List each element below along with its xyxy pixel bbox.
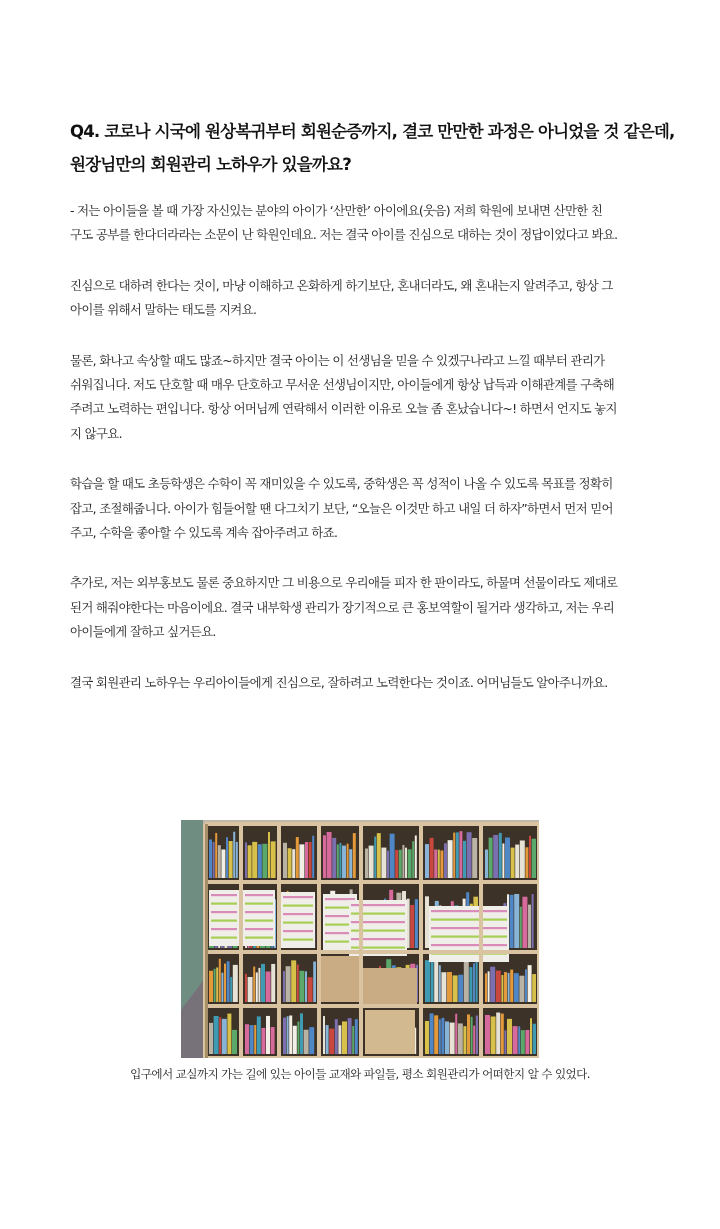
- book-spine: [510, 970, 513, 1002]
- book-spine: [434, 959, 438, 1002]
- drawer-stripe: [283, 939, 313, 941]
- book-spine: [515, 845, 519, 878]
- book-spine: [430, 1013, 434, 1054]
- book-spine: [501, 975, 503, 1002]
- book-spine: [250, 1025, 254, 1054]
- book-spine: [434, 849, 437, 878]
- book-spine: [245, 1024, 249, 1054]
- book-spine: [224, 964, 226, 1002]
- book-spine: [293, 1026, 297, 1054]
- book-spine: [485, 973, 487, 1002]
- book-spine: [312, 836, 314, 878]
- book-spine: [353, 833, 356, 878]
- book-spine: [459, 831, 462, 878]
- book-spine: [522, 897, 527, 948]
- book-spine: [444, 843, 447, 878]
- book-spine: [256, 972, 258, 1002]
- book-spine: [261, 964, 265, 1002]
- book-spine: [410, 905, 414, 948]
- book-spine: [266, 972, 271, 1002]
- book-spine: [286, 966, 291, 1002]
- book-spine: [463, 1026, 466, 1054]
- paragraph-line: 결국 회원관리 노하우는 우리아이들에게 진심으로, 잘하려고 노력한다는 것이죠. 어머님들도 알아주니까요.: [70, 674, 608, 690]
- book-spine: [253, 967, 255, 1002]
- book-spine: [387, 851, 389, 878]
- book-spine: [381, 848, 386, 878]
- drawer-stripe: [245, 928, 273, 930]
- book-spine: [304, 1030, 309, 1054]
- book-spine: [313, 962, 316, 1002]
- shelf-divider: [239, 824, 243, 1058]
- book-spine: [525, 969, 527, 1002]
- paragraph-line: 된거 해줘야한다는 마음이에요. 결국 내부학생 관리가 장기적으로 큰 홍보역할이 될거라 생각하고, 저는 우리: [70, 599, 615, 615]
- book-spine: [214, 1016, 219, 1054]
- shelf-board: [205, 1056, 539, 1058]
- drawer-stripe: [431, 944, 507, 946]
- book-spine: [425, 844, 429, 878]
- answer-paragraph-3: [70, 349, 680, 447]
- shelf-divider: [277, 824, 281, 1058]
- book-spine: [491, 1016, 496, 1054]
- shelf-edge: [205, 824, 208, 1058]
- book-spine: [430, 838, 434, 878]
- book-spine: [528, 905, 531, 948]
- paragraph-line: 쉬워집니다. 저도 단호할 때 매우 단호하고 무서운 선생님이지만, 아이들에게 항상 납득과 이해관계를 구축해: [70, 377, 615, 393]
- book-spine: [514, 973, 519, 1002]
- book-spine: [473, 1026, 475, 1054]
- book-spine: [412, 841, 414, 878]
- book-spine: [374, 836, 376, 878]
- paragraph-line: 주려고 노력하는 편입니다. 항상 어머님께 연락해서 이러한 이유로 오늘 좀 혼났습니다~! 하면서 언지도 놓지: [70, 401, 617, 417]
- drawer-stripe: [211, 920, 237, 922]
- book-spine: [455, 1014, 457, 1054]
- book-spine: [490, 967, 495, 1002]
- book-spine: [216, 967, 218, 1002]
- book-spine: [463, 841, 466, 878]
- paragraph-line: 물론, 화나고 속상할 때도 많죠~하지만 결국 아이는 이 선생님을 믿을 수 있겠구나라고 느낄 때부터 관리가: [70, 352, 605, 368]
- drawer-stripe: [211, 928, 237, 930]
- book-spine: [407, 899, 410, 948]
- drawer-stripe: [283, 922, 313, 924]
- book-spine: [352, 1026, 354, 1054]
- book-spine: [525, 847, 528, 878]
- book-spine: [489, 838, 493, 878]
- book-spine: [445, 1021, 449, 1054]
- paragraph-line: 아이들에게 잘하고 싶거든요.: [70, 624, 216, 640]
- drawer-stripe: [431, 910, 507, 912]
- book-spine: [520, 907, 522, 948]
- book-spine: [415, 899, 418, 948]
- book-spine: [377, 833, 381, 878]
- drawer-stripe: [245, 894, 273, 896]
- book-spine: [493, 835, 498, 878]
- drawer-stripe: [245, 920, 273, 922]
- book-spine: [520, 840, 525, 878]
- photo-figure: [0, 820, 720, 1083]
- shelf-board: [205, 822, 539, 826]
- book-spine: [300, 1013, 303, 1054]
- book-spine: [305, 971, 307, 1002]
- book-spine: [425, 896, 429, 948]
- book-spine: [456, 832, 459, 878]
- paragraph-line: 진심으로 대하려 한다는 것이, 마냥 이해하고 온화하게 하기보단, 혼내더라도, 왜 혼내는지 알려주고, 항상 그: [70, 277, 613, 293]
- book-spine: [431, 961, 434, 1002]
- answer-body: [70, 199, 680, 695]
- book-spine: [458, 1023, 463, 1054]
- drawer-stripe: [211, 894, 237, 896]
- book-spine: [305, 842, 308, 878]
- drawer-stripe: [211, 937, 237, 939]
- shelf-board: [205, 1004, 539, 1008]
- book-spine: [485, 849, 488, 878]
- book-spine: [261, 1028, 265, 1054]
- drawer-stripe: [283, 930, 313, 932]
- book-spine: [440, 850, 443, 878]
- book-spine: [233, 965, 238, 1002]
- book-spine: [213, 842, 215, 878]
- book-spine: [476, 1016, 478, 1054]
- drawer-stripe: [431, 927, 507, 929]
- book-spine: [271, 964, 275, 1002]
- book-spine: [297, 965, 299, 1002]
- book-spine: [434, 1015, 438, 1054]
- book-spine: [227, 961, 230, 1002]
- book-spine: [209, 971, 213, 1002]
- book-spine: [297, 1022, 299, 1054]
- book-spine: [521, 1030, 525, 1054]
- book-spine: [450, 1023, 455, 1054]
- book-spine: [513, 1026, 518, 1054]
- book-spine: [292, 849, 295, 878]
- question-line: 원장님만의 회원관리 노하우가 있을까요?: [70, 155, 351, 174]
- book-spine: [287, 1016, 289, 1054]
- book-spine: [283, 843, 287, 878]
- storage-box: [365, 1010, 415, 1054]
- book-spine: [222, 1019, 227, 1054]
- drawer-stripe: [283, 905, 313, 907]
- book-spine: [308, 977, 313, 1002]
- book-spine: [258, 968, 260, 1002]
- book-spine: [532, 974, 536, 1002]
- shelf-board: [205, 950, 539, 954]
- book-spine: [323, 835, 326, 878]
- book-spine: [464, 962, 469, 1002]
- book-spine: [441, 1018, 444, 1054]
- book-spine: [296, 837, 299, 878]
- book-spine: [528, 965, 532, 1002]
- book-spine: [236, 842, 238, 878]
- book-spine: [438, 850, 440, 878]
- book-spine: [365, 848, 368, 878]
- book-spine: [496, 971, 501, 1002]
- book-spine: [511, 848, 515, 878]
- book-spine: [496, 1013, 500, 1054]
- book-spine: [453, 833, 455, 878]
- book-spine: [219, 1017, 221, 1054]
- book-spine: [425, 960, 430, 1002]
- book-spine: [230, 977, 232, 1002]
- book-spine: [473, 963, 475, 1002]
- book-spine: [266, 1016, 270, 1054]
- book-spine: [233, 832, 235, 878]
- drawer-stripe: [431, 936, 507, 938]
- book-spine: [299, 844, 304, 878]
- book-spine: [514, 894, 519, 948]
- book-spine: [271, 841, 276, 878]
- book-spine: [221, 849, 225, 878]
- book-spine: [439, 965, 441, 1002]
- book-spine: [257, 1016, 261, 1054]
- book-spine: [309, 1027, 314, 1054]
- book-spine: [453, 975, 458, 1002]
- book-spine: [507, 1019, 512, 1054]
- book-spine: [467, 1014, 470, 1054]
- book-spine: [326, 1025, 329, 1054]
- book-spine: [332, 838, 336, 878]
- question-line: Q4. 코로나 시국에 원상복귀부터 회원순증까지, 결코 만만한 과정은 아니었을 것 같은데,: [70, 122, 675, 141]
- book-spine: [254, 1025, 256, 1054]
- book-spine: [258, 844, 262, 878]
- book-spine: [530, 1018, 532, 1054]
- book-spine: [221, 973, 223, 1002]
- book-spine: [291, 960, 296, 1002]
- answer-paragraph-2: [70, 274, 680, 323]
- book-spine: [390, 834, 395, 878]
- book-spine: [288, 848, 292, 878]
- storage-box: [319, 956, 359, 1002]
- book-spine: [349, 849, 352, 878]
- book-spine: [402, 845, 404, 878]
- book-spine: [467, 832, 472, 878]
- book-spine: [335, 1019, 338, 1054]
- book-spine: [485, 1015, 490, 1054]
- drawer-stripe: [325, 898, 355, 900]
- answer-paragraph-5: [70, 571, 680, 644]
- book-spine: [327, 832, 332, 878]
- book-spine: [529, 836, 531, 878]
- book-spine: [501, 1014, 504, 1054]
- book-spine: [219, 959, 221, 1002]
- shelf-divider: [317, 824, 321, 1058]
- book-spine: [499, 833, 502, 878]
- paragraph-line: 구도 공부를 한다더라라는 소문이 난 학원인데요. 저는 결국 아이를 진심으로 대하는 것이 정답이었다고 봐요.: [70, 227, 618, 243]
- book-spine: [289, 1015, 292, 1054]
- book-spine: [504, 1030, 506, 1054]
- book-spine: [271, 1027, 275, 1054]
- paragraph-line: 추가로, 저는 외부홍보도 물론 중요하지만 그 비용으로 우리애들 피자 한 판이라도, 하물며 선물이라도 제대로: [70, 575, 618, 591]
- answer-paragraph-6: [70, 671, 680, 695]
- book-spine: [508, 973, 510, 1002]
- book-spine: [532, 894, 534, 948]
- book-spine: [323, 1016, 325, 1054]
- book-spine: [504, 972, 507, 1002]
- drawer-stripe: [245, 937, 273, 939]
- book-spine: [469, 967, 472, 1002]
- book-spine: [299, 971, 304, 1002]
- book-spine: [226, 837, 228, 878]
- answer-paragraph-1: [70, 199, 680, 248]
- question-heading: [70, 115, 680, 181]
- paragraph-line: 잡고, 조절해줍니다. 아이가 힘들어할 땐 다그치기 보단, “오늘은 이것만 하고 내일 더 하자”하면서 먼저 믿어: [70, 500, 613, 516]
- book-spine: [441, 972, 446, 1002]
- shelf-divider: [359, 824, 363, 1058]
- book-spine: [405, 848, 407, 878]
- door: [181, 820, 203, 1010]
- book-spine: [215, 833, 217, 878]
- photo-caption: 입구에서 교실까지 가는 길에 있는 아이들 교재와 파일들, 평소 회원관리가 어떠한지 알 수 있었다.: [130, 1067, 590, 1081]
- book-spine: [245, 842, 247, 878]
- book-spine: [476, 962, 478, 1002]
- book-spine: [533, 1024, 536, 1054]
- book-spine: [229, 841, 233, 878]
- book-spine: [355, 1019, 358, 1054]
- bookshelf-photo: [181, 820, 539, 1058]
- book-spine: [262, 844, 267, 878]
- interview-article: [70, 115, 680, 721]
- book-spine: [502, 843, 504, 878]
- book-spine: [209, 840, 212, 878]
- book-spine: [342, 846, 346, 878]
- book-spine: [532, 839, 536, 878]
- paragraph-line: 지 않구요.: [70, 425, 122, 441]
- drawer-stripe: [283, 913, 313, 915]
- book-spine: [309, 842, 312, 878]
- paragraph-line: 학습을 할 때도 초등학생은 수학이 꼭 재미있을 수 있도록, 중학생은 꼭 성적이 나올 수 있도록 목표를 정확히: [70, 476, 613, 492]
- shelf-divider: [537, 824, 539, 1058]
- paragraph-line: 아이를 위해서 말하는 태도를 지켜요.: [70, 302, 257, 318]
- answer-paragraph-4: [70, 472, 680, 545]
- book-spine: [342, 1021, 347, 1054]
- book-spine: [525, 1030, 529, 1054]
- book-spine: [339, 843, 341, 878]
- book-spine: [518, 1026, 520, 1054]
- book-spine: [248, 845, 252, 878]
- book-spine: [348, 1018, 352, 1054]
- book-spine: [329, 1029, 334, 1054]
- book-spine: [458, 975, 463, 1002]
- book-spine: [408, 849, 412, 878]
- drawer-stripe: [245, 903, 273, 905]
- book-spine: [448, 840, 453, 878]
- book-spine: [425, 1021, 429, 1054]
- drawer-stripe: [211, 911, 237, 913]
- shelf-divider: [479, 824, 483, 1058]
- book-spine: [209, 1023, 213, 1054]
- book-spine: [227, 1014, 231, 1054]
- shelf-divider: [419, 824, 423, 1058]
- drawer-stripe: [283, 896, 313, 898]
- shelf-board: [205, 880, 539, 884]
- paragraph-line: - 저는 아이들을 볼 때 가장 자신있는 분야의 아이가 ‘산만한’ 아이에요(웃음) 저희 학원에 보내면 산만한 친: [70, 203, 603, 218]
- book-spine: [252, 842, 257, 878]
- book-spine: [347, 844, 349, 878]
- book-spine: [248, 977, 253, 1002]
- book-spine: [369, 846, 374, 878]
- book-spine: [510, 895, 514, 948]
- storage-box: [361, 968, 417, 1004]
- book-spine: [232, 1030, 237, 1054]
- book-spine: [439, 1019, 441, 1054]
- book-spine: [338, 1025, 341, 1054]
- book-spine: [268, 832, 270, 878]
- book-spine: [218, 845, 221, 878]
- book-spine: [447, 972, 452, 1002]
- book-spine: [399, 850, 402, 878]
- book-spine: [519, 976, 524, 1002]
- drawer-stripe: [431, 919, 507, 921]
- drawer-stripe: [245, 911, 273, 913]
- book-spine: [472, 838, 477, 878]
- book-spine: [214, 969, 216, 1002]
- book-spine: [415, 835, 417, 878]
- photo-illustration: [181, 820, 539, 1058]
- book-spine: [395, 850, 398, 878]
- book-spine: [245, 974, 247, 1002]
- book-spine: [337, 844, 339, 878]
- paragraph-line: 주고, 수학을 좋아할 수 있도록 계속 잡아주려고 하죠.: [70, 525, 338, 541]
- book-spine: [471, 1017, 473, 1054]
- book-spine: [283, 971, 285, 1002]
- book-spine: [505, 837, 510, 878]
- book-spine: [488, 971, 490, 1002]
- drawer-stripe: [211, 903, 237, 905]
- book-spine: [283, 1018, 286, 1054]
